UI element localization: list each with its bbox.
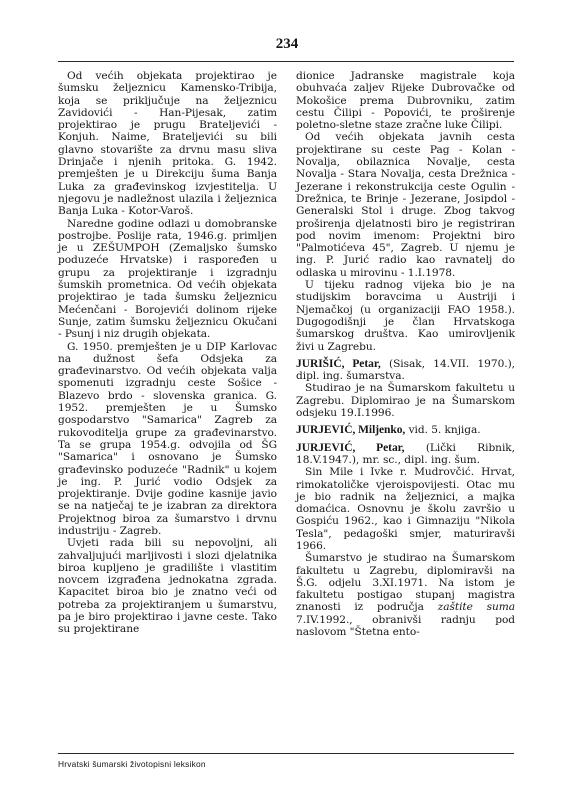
footer-text: Hrvatski šumarski životopisni leksikon [58,759,206,769]
left-column [58,70,277,636]
body-paragraph: dionice Jadranske magistrale koja obuhvaća zaljev Rijeke Dubrovačke od Mokošice prema Dubrovniku, zatim cestu Čilipi - Popovići, te proširenje poletno-sletne staze zračne luke Čilipi. [296,70,515,132]
lexicon-entry-jurjevic-petar [296,442,515,467]
lexicon-entry-jurisic-petar [296,358,515,383]
lexicon-entry-jurjevic-miljenko [296,424,515,436]
footer-rule [58,753,514,754]
entry-details: (Lički Ribnik, 18.V.1947.), mr. sc., dipl. ing. šum. [296,441,515,466]
page-number: 234 [275,36,299,52]
entry-text-italic: zaštite suma [437,601,515,614]
entry-text: Studirao je na Šumarskom fakultetu u Zagrebu. Diplomirao je na Šumarskom odsjeku 19.I.1996. [296,382,515,420]
entry-text [296,552,515,638]
entry-text-part: 7.IV.1992., obranivši radnju pod naslovom "Štetna ento- [296,613,515,639]
body-paragraph: G. 1950. premješten je u DIP Karlovac na dužnost šefa Odsjeka za građevinarstvo. Od većih objekata valja spomenuti izgradnju ceste Sošice - Blazevo brdo - slovenska granica. G. 1952. premješten je u Šumsko gospodarstvo "Samarica" Zagreb za rukovoditelja grupe za građevinarstvo. Ta se grupa 1954.g. odvojila od ŠG "Samarica" i osnovano je Šumsko građevinsko poduzeće "Radnik" u kojem je ing. P. Jurić vodio Odsjek za projektiranje. Dvije godine kasnije javio se na natječaj te je izabran za direktora Projektnog biroa za šumarstvo i drvnu industriju - Zagreb. [58,340,277,537]
body-paragraph: Od većih objekata projektirao je šumsku željeznicu Kamensko-Tribija, koja se priključuje na željeznicu Zavidovići - Han-Pijesak, zatim projektirao je prugu Bratelјevići - Konjuh. Naime, Bratelјevići su bili glavno stovarište za drvnu masu sliva Drinjače i njenih pritoka. G. 1942. premješten je u Direkciju šuma Banja Luka za građevinskog izvjestitelja. U njegovu je nadležnost ulazila i željeznica Banja Luka - Kotor-Varoš. [58,70,277,218]
body-paragraph: Od većih objekata javnih cesta projektirane su ceste Pag - Kolan - Novalja, obilaznica Novalje, cesta Novalja - Stara Novalja, cesta Drežnica - Jezerane i rekonstrukcija ceste Ogulin - Drežnica, te Brinje - Jezerane, Josipdol - Generalski Stol i druge. Zbog takvog proširenja djelatnosti biro je registriran pod novim imenom: Projektni biro "Palmotićeva 45", Zagreb. U njemu je ing. P. Jurić radio kao ravnatelj do odlaska u mirovinu - 1.I.1978. [296,131,515,279]
entry-headword: JURJEVIĆ, Miljenko, [296,424,406,437]
header-rule [58,61,514,62]
entry-headword: JURIŠIĆ, Petar, [296,357,381,370]
entry-headword: JURJEVIĆ, Petar, [296,441,405,454]
entry-text-part: Šumarstvo je studirao na Šumarskom fakultetu u Zagrebu, diplomiravši na Š.G. odjelu 3.XI.1971. Na istom je fakultetu postigao stupanj magistra znanosti iz područja [296,552,515,614]
right-column [296,70,515,638]
body-paragraph: U tijeku radnog vijeka bio je na studijskim boravcima u Austriji i Njemačkoj (u organizaciji FAO 1958.). Dugogodišnji je član Hrvatskoga šumarskog društva. Kao umirovljenik živi u Zagrebu. [296,279,515,353]
entry-text: Sin Mile i Ivke r. Mudrovčić. Hrvat, rimokatoličke vjeroispovijesti. Otac mu je bio radnik na željeznici, a majka domaćica. Osnovnu je školu završio u Gospiću 1962., kao i Gimnaziju "Nikola Tesla", pedagoški smjer, maturiravši 1966. [296,466,515,552]
entry-details: vid. 5. knjiga. [405,424,481,437]
body-paragraph: Naredne godine odlazi u domobranske postrojbe. Poslije rata, 1946.g. primljen je u ZEŠUMPOH (Zemaljsko šumsko poduzeće Hrvatske) i raspoređen u grupu za projektiranje i izgradnju šumskih prometnica. Od većih objekata projektirao je tada šumsku željeznicu Mećenčani - Borojevići dolinom rijeke Sunje, zatim šumsku željeznicu Okučani - Psunj i niz drugih objekata. [58,217,277,341]
entry-details: (Sisak, 14.VII. 1970.), dipl. ing. šumarstva. [296,357,515,383]
body-paragraph: Uvjeti rada bili su nepovoljni, ali zahvaljujući marljivosti i slozi djelatnika biroa kupljeno je gradilište i vlastitim novcem izgrađena jednokatna zgrada. Kapacitet biroa bio je znatno veći od potreba za projektiranjem u šumarstvu, pa je biro projektirao i javne ceste. Tako su projektirane [58,537,277,636]
